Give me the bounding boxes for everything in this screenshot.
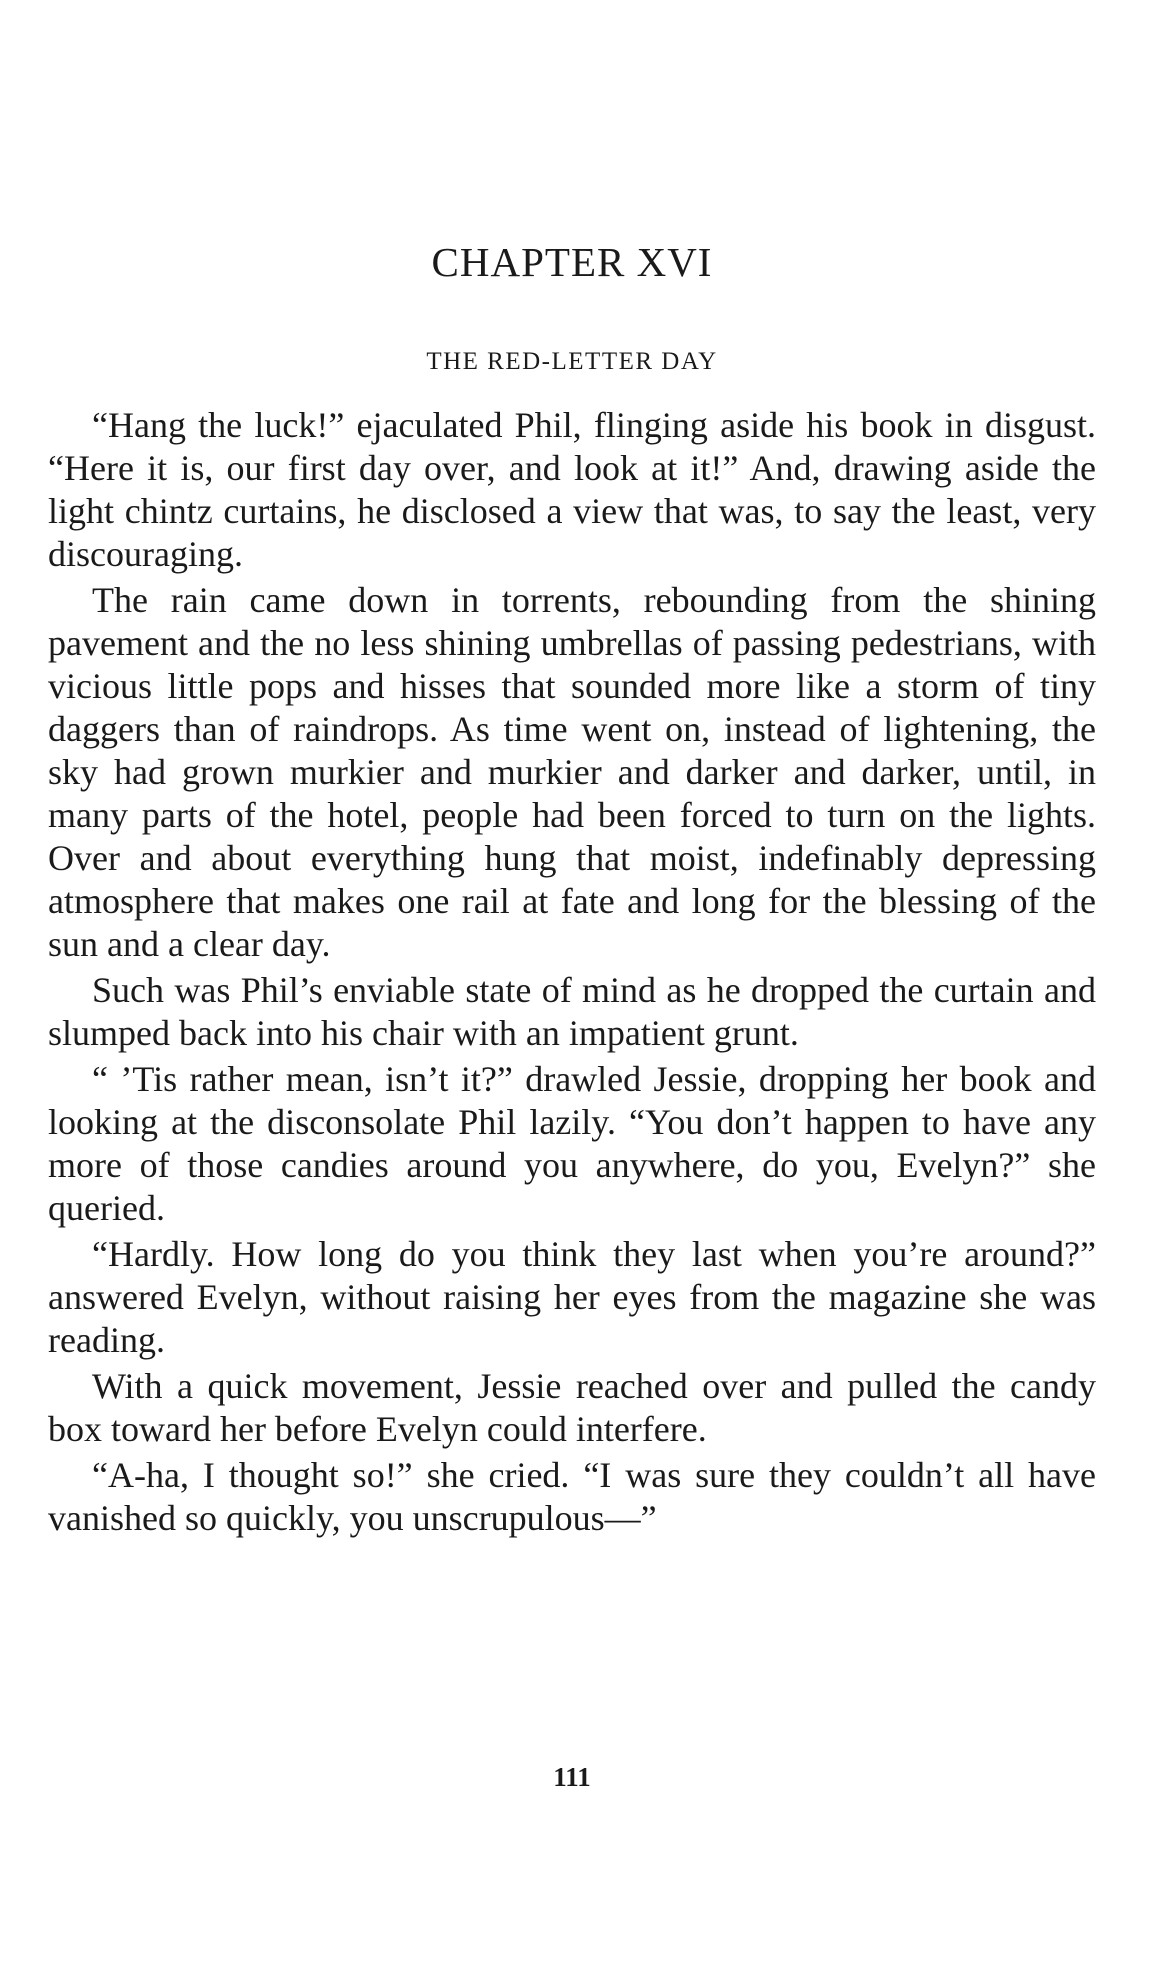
page-number: 111: [553, 1762, 591, 1792]
paragraph-5: “Hardly. How long do you think they last when you’re around?” answered Evelyn, without raising her eyes from the magazine she was reading.: [48, 1234, 1096, 1360]
paragraph-2: The rain came down in torrents, rebounding from the shining pavement and the no less shining umbrellas of passing pedestrians, with vicious little pops and hisses that sounded more like a storm of tiny daggers than of raindrops. As time went on, instead of lightening, the sky had grown murkier and murkier and darker and darker, until, in many parts of the hotel, people had been forced to turn on the lights. Over and about everything hung that moist, indefinably depressing atmosphere that makes one rail at fate and long for the blessing of the sun and a clear day.: [48, 580, 1096, 964]
paragraph-7: “A-ha, I thought so!” she cried. “I was sure they couldn’t all have vanished so quickly, you unscrupulous—”: [48, 1455, 1096, 1538]
book-page: [48, 0, 1096, 1965]
chapter-body: [48, 404, 1096, 1543]
paragraph-1: “Hang the luck!” ejaculated Phil, flinging aside his book in disgust. “Here it is, our first day over, and look at it!” And, drawing aside the light chintz curtains, he disclosed a view that was, to say the least, very discouraging.: [48, 405, 1096, 574]
paragraph-6: With a quick movement, Jessie reached over and pulled the candy box toward her before Evelyn could interfere.: [48, 1366, 1096, 1449]
paragraph-4: “ ’Tis rather mean, isn’t it?” drawled Jessie, dropping her book and looking at the disconsolate Phil lazily. “You don’t happen to have any more of those candies around you anywhere, do you, Evelyn?” she queried.: [48, 1059, 1096, 1228]
chapter-title: CHAPTER XVI: [431, 239, 713, 285]
chapter-subtitle: THE RED-LETTER DAY: [426, 348, 718, 375]
paragraph-3: Such was Phil’s enviable state of mind as he dropped the curtain and slumped back into his chair with an impatient grunt.: [48, 970, 1096, 1053]
